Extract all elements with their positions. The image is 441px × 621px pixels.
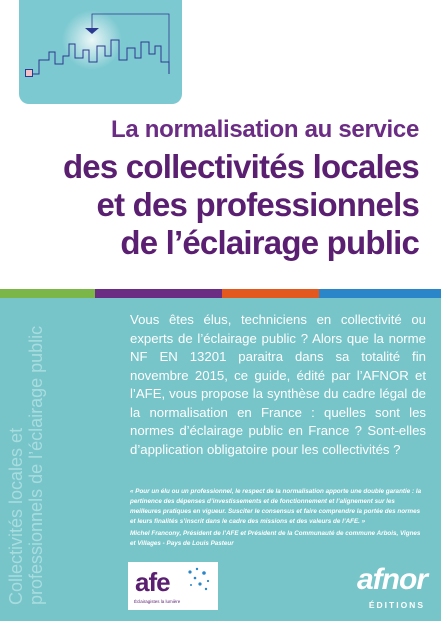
city-lighting-illustration [19, 0, 182, 104]
color-stripe-blue [319, 289, 441, 298]
vertical-side-text: Collectivités locales et professionnels de l’éclairage public [6, 325, 46, 605]
afe-logo [128, 562, 218, 610]
afe-stars-icon [184, 566, 214, 594]
color-stripe-orange [222, 289, 319, 298]
afe-logo-wordmark: afe [135, 567, 170, 597]
afnor-logo-wordmark: afnor [357, 563, 427, 596]
quote-attribution: Michel Francony, Président de l’AFE et Président de la Communauté de commune Arbois, Vignes et Villages - Pays de Louis Pasteur [130, 530, 421, 547]
title-line-1: La normalisation au service [110, 116, 419, 143]
title-line-3: et des professionnels [96, 186, 419, 223]
title-line-2: des collectivités locales [62, 148, 419, 185]
president-quote: « Pour un élu ou un professionnel, le respect de la normalisation apporte une double garantie : la pertinence des dépenses d’investissements et de fonctionnement et l’alignement sur les meilleures pratiques en vigueur. Susciter le consensus et faire comprendre la portée des normes et leurs finalités s’inscrit dans le cadre des missions et des valeurs de l’AFE. » [130, 488, 422, 525]
color-stripe-purple [95, 289, 222, 298]
afe-logo-tagline: Éclairagistes la lumière [134, 599, 181, 604]
cover-title [0, 116, 419, 262]
intro-paragraph: Vous êtes élus, techniciens en collectivité ou experts de l’éclairage public ? Alors que la norme NF EN 13201 paraitra dans sa totalité fin novembre 2015, ce guide, édité par l’AFNOR et l’AFE, vous propose la synthèse du cadre légal de la normalisation en France : quelles sont les normes d’éclairage public en France ? Sont-elles d’application obligatoire pour les collectivités ? [130, 312, 426, 457]
title-line-4: de l’éclairage public [120, 224, 419, 261]
afnor-editions-label: ÉDITIONS [368, 600, 425, 610]
color-stripe-green [0, 289, 95, 298]
